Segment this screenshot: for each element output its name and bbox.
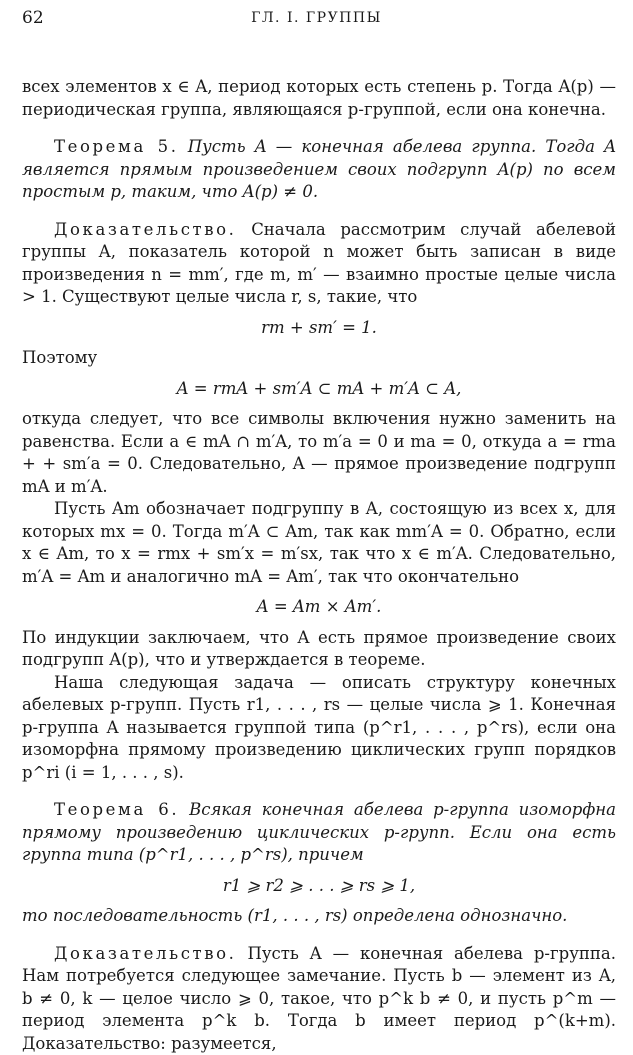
- proof-1-label: Доказательство.: [54, 220, 237, 239]
- page-number: 62: [22, 8, 44, 28]
- theorem-6-continuation: то последовательность (r1, . . . , rs) определена однозначно.: [22, 905, 616, 928]
- paragraph-4: Пусть Am обозначает подгруппу в A, состоящую из всех x, для которых mx = 0. Тогда m′A ⊂ Am, так как mm′A = 0. Обратно, если x ∈ Am, то x = rmx + sm′x = m′sx, так что x ∈ m′A. Следовательно, m′A = Am и аналогично mA = Am′, так что окончательно: [22, 498, 616, 588]
- theorem-6-statement: Всякая конечная абелева p-группа изоморфна прямому произведению циклических p-групп. Если она есть группа типа (p^r1, . . . , p^rs), причем: [22, 800, 616, 864]
- proof-2: [22, 943, 616, 1055]
- equation-4: r1 ⩾ r2 ⩾ . . . ⩾ rs ⩾ 1,: [22, 875, 616, 898]
- equation-1: rm + sm′ = 1.: [22, 317, 616, 340]
- paragraph-3: откуда следует, что все символы включения нужно заменить на равенства. Если a ∈ mA ∩ m′A, то m′a = 0 и ma = 0, откуда a = rma + + sm′a = 0. Следовательно, A — прямое произведение подгрупп mA и m′A.: [22, 408, 616, 498]
- equation-3: A = Am × Am′.: [22, 596, 616, 619]
- theorem-5-statement: Пусть A — конечная абелева группа. Тогда A является прямым произведением своих подгрупп A(p) по всем простым p, таким, что A(p) ≠ 0.: [22, 137, 616, 201]
- theorem-5-label: Теорема 5.: [54, 137, 179, 156]
- paragraph-5: По индукции заключаем, что A есть прямое произведение своих подгрупп A(p), что и утверждается в теореме.: [22, 627, 616, 672]
- equation-2: A = rmA + sm′A ⊂ mA + m′A ⊂ A,: [22, 378, 616, 401]
- therefore-line: Поэтому: [22, 347, 616, 370]
- page-header: [22, 8, 611, 34]
- proof-1: [22, 219, 616, 309]
- theorem-6-label: Теорема 6.: [54, 800, 179, 819]
- theorem-6: [22, 799, 616, 867]
- proof-1-text: Сначала рассмотрим случай абелевой группы A, показатель которой n может быть записан в виде произведения n = mm′, где m, m′ — взаимно простые целые числа > 1. Существуют целые числа r, s, такие, что: [22, 220, 616, 307]
- theorem-5: [22, 136, 616, 204]
- paragraph-6: Наша следующая задача — описать структуру конечных абелевых p-групп. Пусть r1, . . . , rs — целые числа ⩾ 1. Конечная p-группа A называется группой типа (p^r1, . . . , p^rs), если она изоморфна прямому произведению циклических групп порядков p^ri (i = 1, . . . , s).: [22, 672, 616, 785]
- page-body: [22, 76, 616, 1055]
- running-head: ГЛ. I. ГРУППЫ: [22, 10, 611, 26]
- proof-2-text: Пусть A — конечная абелева p-группа. Нам потребуется следующее замечание. Пусть b — элемент из A, b ≠ 0, k — целое число ⩾ 0, такое, что p^k b ≠ 0, и пусть p^m — период элемента p^k b. Тогда b имеет период p^(k+m). Доказательство: разумеется,: [22, 944, 616, 1053]
- paragraph-1: всех элементов x ∈ A, период которых есть степень p. Тогда A(p) — периодическая группа, являющаяся p-группой, если она конечна.: [22, 76, 616, 121]
- proof-2-label: Доказательство.: [54, 944, 237, 963]
